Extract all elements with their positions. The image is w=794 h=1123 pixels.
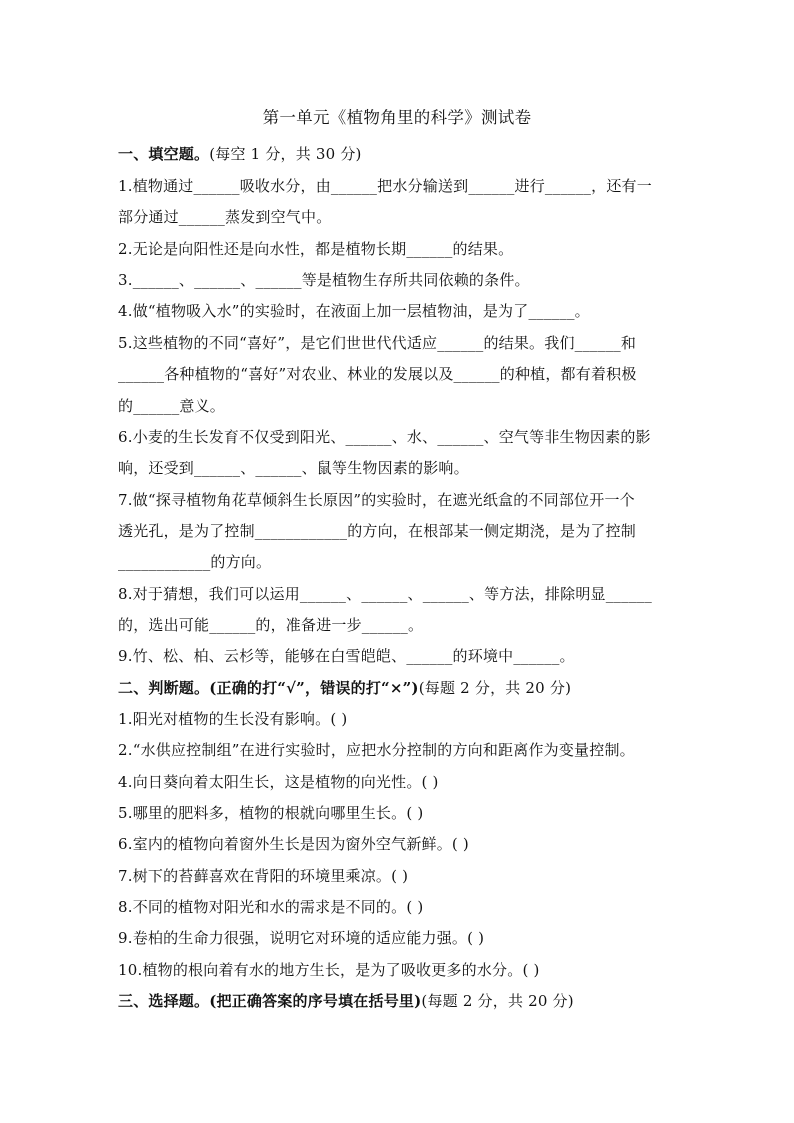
question-line: 响，还受到______、______、鼠等生物因素的影响。 bbox=[118, 459, 469, 477]
question-line: 透光孔，是为了控制____________的方向，在根部某一侧定期浇，是为了控制 bbox=[118, 522, 637, 540]
judgment-line: 4.向日葵向着太阳生长，这是植物的向光性。( ) bbox=[118, 773, 439, 791]
question-line: 7.做“探寻植物角花草倾斜生长原因”的实验时，在遮光纸盒的不同部位开一个 bbox=[118, 491, 635, 509]
section1-heading bbox=[118, 143, 678, 164]
section3-heading-text: 三、选择题。(把正确答案的序号填在括号里) bbox=[118, 992, 422, 1010]
question-line: ____________的方向。 bbox=[118, 553, 272, 571]
section3-heading bbox=[118, 990, 678, 1011]
judgment-line: 10.植物的根向着有水的地方生长，是为了吸收更多的水分。( ) bbox=[118, 961, 540, 979]
question-line: ______各种植物的“喜好”对农业、林业的发展以及______的种植，都有着积极 bbox=[118, 365, 637, 383]
judgment-line: 2.“水供应控制组”在进行实验时，应把水分控制的方向和距离作为变量控制。 bbox=[118, 741, 635, 759]
question-line: 的______意义。 bbox=[118, 397, 226, 415]
question-line: 3.______、______、______等是植物生存所共同依赖的条件。 bbox=[118, 271, 530, 289]
judgment-line: 9.卷柏的生命力很强，说明它对环境的适应能力强。( ) bbox=[118, 929, 485, 947]
question-line: 部分通过______蒸发到空气中。 bbox=[118, 208, 332, 226]
section3-note: (每题 2 分，共 20 分) bbox=[421, 992, 574, 1010]
judgment-line: 8.不同的植物对阳光和水的需求是不同的。( ) bbox=[118, 898, 424, 916]
judgment-line: 6.室内的植物向着窗外生长是因为窗外空气新鲜。( ) bbox=[118, 835, 469, 853]
question-line: 的，选出可能______的，准备进一步______。 bbox=[118, 616, 424, 634]
question-line: 9.竹、松、柏、云杉等，能够在白雪皑皑、______的环境中______。 bbox=[118, 647, 575, 665]
question-line: 8.对于猜想，我们可以运用______、______、______、等方法，排除明显______ bbox=[118, 585, 652, 603]
judgment-line: 1.阳光对植物的生长没有影响。( ) bbox=[118, 710, 348, 728]
question-line: 2.无论是向阳性还是向水性，都是植物长期______的结果。 bbox=[118, 240, 514, 258]
question-line: 1.植物通过______吸收水分，由______把水分输送到______进行______，还有一 bbox=[118, 177, 652, 195]
section2-note: (每题 2 分，共 20 分) bbox=[418, 679, 572, 697]
question-line: 6.小麦的生长发育不仅受到阳光、______、水、______、空气等非生物因素的影 bbox=[118, 428, 651, 446]
judgment-line: 7.树下的苔藓喜欢在背阳的环境里乘凉。( ) bbox=[118, 867, 409, 885]
section1-note: (每空 1 分，共 30 分) bbox=[209, 145, 362, 163]
section2-heading-text: 二、判断题。(正确的打“√”，错误的打“×”) bbox=[118, 679, 419, 697]
judgment-line: 5.哪里的肥料多，植物的根就向哪里生长。( ) bbox=[118, 804, 424, 822]
section1-heading-text: 一、填空题。 bbox=[118, 145, 210, 163]
question-line: 5.这些植物的不同“喜好”，是它们世世代代适应______的结果。我们______和 bbox=[118, 334, 637, 352]
question-line: 4.做“植物吸入水”的实验时，在液面上加一层植物油，是为了______。 bbox=[118, 302, 590, 320]
page-title: 第一单元《植物角里的科学》测试卷 bbox=[262, 108, 532, 127]
section2-heading bbox=[118, 677, 678, 698]
